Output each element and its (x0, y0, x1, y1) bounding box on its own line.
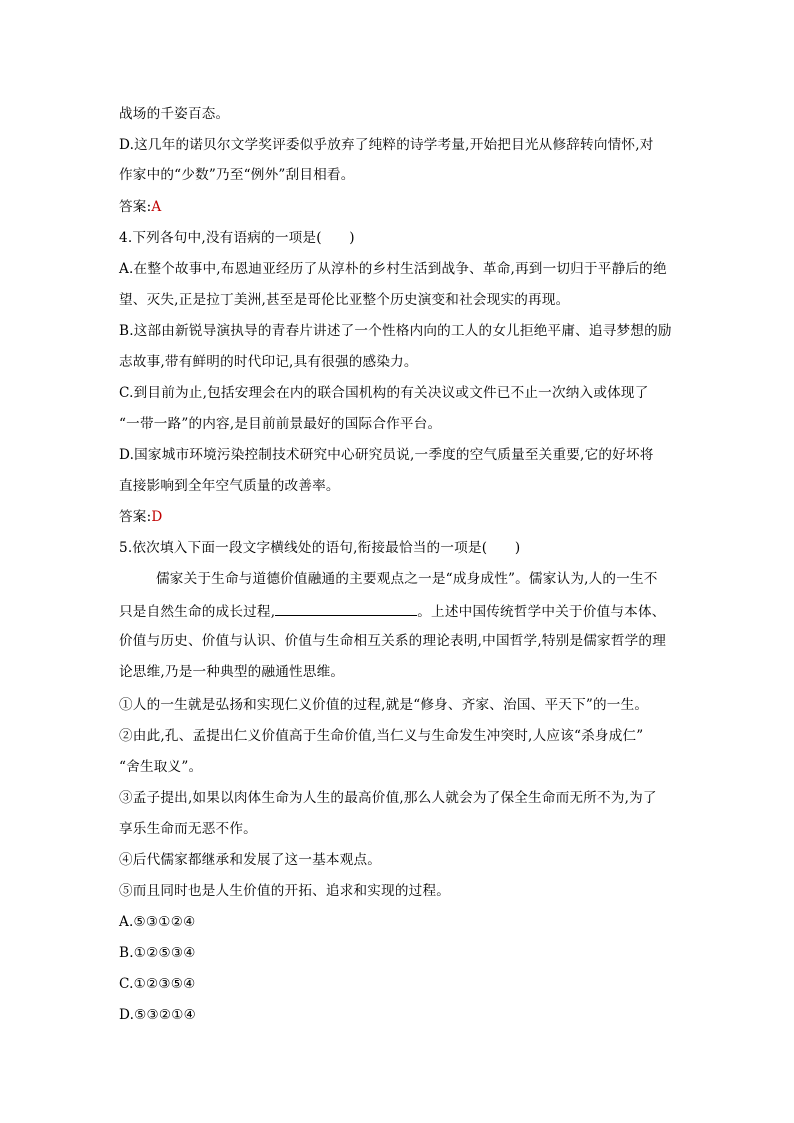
q5-option-a: A.⑤③①②④ (119, 914, 196, 930)
q3-option-d-line2: 作家中的“少数”乃至“例外”刮目相看。 (119, 167, 355, 183)
passage-text-after: 。上述中国传统哲学中关于价值与本体、 (417, 604, 666, 620)
q4-option-b-line1: B.这部由新锐导演执导的青春片讲述了一个性格内向的工人的女儿拒绝平庸、追寻梦想的励 (119, 323, 672, 339)
fill-blank (275, 601, 417, 616)
q4-option-c-line2: “一带一路”的内容,是目前前景最好的国际合作平台。 (119, 416, 442, 432)
q4-option-a-line1: A.在整个故事中,布恩迪亚经历了从淳朴的乡村生活到战争、革命,再到一切归于平静后的绝 (119, 261, 667, 277)
passage-text-before: 只是自然生命的成长过程, (119, 604, 276, 620)
q5-option-c: C.①②③⑤④ (119, 976, 196, 992)
q3-option-c-tail: 战场的千姿百态。 (119, 106, 230, 122)
q4-option-b-line2: 志故事,带有鲜明的时代印记,具有很强的感染力。 (119, 354, 418, 370)
q4-option-c-line1: C.到目前为止,包括安理会在内的联合国机构的有关决议或文件已不止一次纳入或体现了 (119, 385, 649, 401)
q5-sentence-3-line2: 享乐生命而无恶不作。 (119, 821, 257, 837)
q5-passage-line1: 儒家关于生命与道德价值融通的主要观点之一是“成身成性”。儒家认为,人的一生不 (156, 571, 658, 587)
q4-option-a-line2: 望、灭失,正是拉丁美洲,甚至是哥伦比亚整个历史演变和社会现实的再现。 (119, 292, 570, 308)
q3-option-d-line1: D.这几年的诺贝尔文学奖评委似乎放弃了纯粹的诗学考量,开始把目光从修辞转向情怀,对 (119, 137, 654, 153)
q3-answer (119, 198, 161, 216)
q5-sentence-3-line1: ③孟子提出,如果以肉体生命为人生的最高价值,那么人就会为了保全生命而无所不为,为了 (119, 790, 657, 806)
answer-value: A (151, 199, 162, 215)
q4-stem: 4.下列各句中,没有语病的一项是( ) (119, 230, 355, 246)
q5-sentence-5: ⑤而且同时也是人生价值的开拓、追求和实现的过程。 (119, 883, 451, 899)
q5-option-b: B.①②⑤③④ (119, 945, 196, 961)
q5-passage-line2 (119, 601, 666, 621)
q5-stem: 5.依次填入下面一段文字横线处的语句,衔接最恰当的一项是( ) (119, 540, 521, 556)
q5-passage-line3: 价值与历史、价值与认识、价值与生命相互关系的理论表明,中国哲学,特别是儒家哲学的理 (119, 633, 666, 649)
q4-option-d-line2: 直接影响到全年空气质量的改善率。 (119, 478, 340, 494)
answer-label: 答案: (119, 509, 152, 525)
q5-option-d: D.⑤③②①④ (119, 1007, 197, 1023)
q5-sentence-1: ①人的一生就是弘扬和实现仁义价值的过程,就是“修身、齐家、治国、平天下”的一生。 (119, 697, 649, 713)
answer-label: 答案: (119, 199, 152, 215)
q4-option-d-line1: D.国家城市环境污染控制技术研究中心研究员说,一季度的空气质量至关重要,它的好坏将 (119, 447, 654, 463)
q5-sentence-4: ④后代儒家都继承和发展了这一基本观点。 (119, 852, 382, 868)
q5-passage-line4: 论思维,乃是一种典型的融通性思维。 (119, 664, 345, 680)
answer-value: D (151, 509, 163, 525)
q5-sentence-2-line2: “舍生取义”。 (119, 759, 203, 775)
q4-answer (119, 508, 162, 526)
q5-sentence-2-line1: ②由此,孔、孟提出仁义价值高于生命价值,当仁义与生命发生冲突时,人应该“杀身成仁” (119, 728, 644, 744)
